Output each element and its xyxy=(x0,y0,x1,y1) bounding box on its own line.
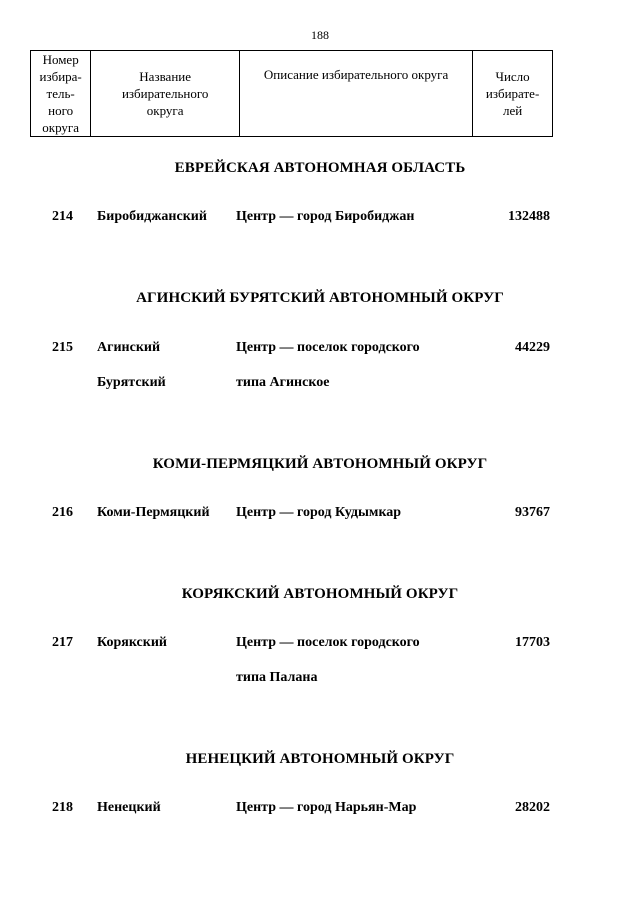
district-voters: 44229 xyxy=(515,340,550,355)
district-name: Бурятский xyxy=(97,375,166,390)
district-name: Агинский xyxy=(97,340,161,355)
district-description: Центр — город Кудымкар xyxy=(236,505,402,520)
header-col-name-line: округа xyxy=(146,103,184,118)
district-number: 215 xyxy=(52,340,73,355)
region-heading: ЕВРЕЙСКАЯ АВТОНОМНАЯ ОБЛАСТЬ xyxy=(174,160,466,176)
district-number: 218 xyxy=(52,800,73,815)
district-voters: 93767 xyxy=(515,505,550,520)
district-description: Центр — поселок городского xyxy=(236,340,420,355)
region-heading: АГИНСКИЙ БУРЯТСКИЙ АВТОНОМНЫЙ ОКРУГ xyxy=(136,290,504,306)
district-description: Центр — поселок городского xyxy=(236,635,420,650)
header-col-name-line: Название xyxy=(139,69,192,84)
district-description: типа Палана xyxy=(236,670,318,685)
district-voters: 17703 xyxy=(515,635,550,650)
header-col-number-line: тель- xyxy=(46,86,75,101)
header-col-number-line: Номер xyxy=(42,52,79,67)
district-voters: 28202 xyxy=(515,800,550,815)
district-name: Биробиджанский xyxy=(97,209,207,224)
header-col-name xyxy=(91,51,240,137)
region-heading: НЕНЕЦКИЙ АВТОНОМНЫЙ ОКРУГ xyxy=(185,751,455,767)
header-col-voters-line: лей xyxy=(502,103,523,118)
district-name: Корякский xyxy=(97,635,167,650)
district-number: 216 xyxy=(52,505,73,520)
district-description: Центр — город Нарьян-Мар xyxy=(236,800,417,815)
header-col-voters xyxy=(473,51,553,137)
header-col-description: Описание избирательного округа xyxy=(240,51,473,137)
district-number: 214 xyxy=(52,209,73,224)
page-number: 188 xyxy=(311,28,329,42)
header-col-voters-line: Число xyxy=(495,69,530,84)
header-col-number xyxy=(31,51,91,137)
header-col-name-line: избирательного xyxy=(121,86,209,101)
region-heading: КОМИ-ПЕРМЯЦКИЙ АВТОНОМНЫЙ ОКРУГ xyxy=(152,456,488,472)
district-voters: 132488 xyxy=(508,209,550,224)
header-col-number-line: избира- xyxy=(39,69,82,84)
header-col-voters-line: избирате- xyxy=(485,86,540,101)
region-heading: КОРЯКСКИЙ АВТОНОМНЫЙ ОКРУГ xyxy=(181,586,459,602)
header-col-number-line: ного xyxy=(48,103,74,118)
district-description: Центр — город Биробиджан xyxy=(236,209,415,224)
district-number: 217 xyxy=(52,635,73,650)
district-name: Ненецкий xyxy=(97,800,161,815)
district-description: типа Агинское xyxy=(236,375,330,390)
header-col-number-line: округа xyxy=(42,120,79,135)
table-header xyxy=(30,50,553,137)
district-name: Коми-Пермяцкий xyxy=(97,505,210,520)
